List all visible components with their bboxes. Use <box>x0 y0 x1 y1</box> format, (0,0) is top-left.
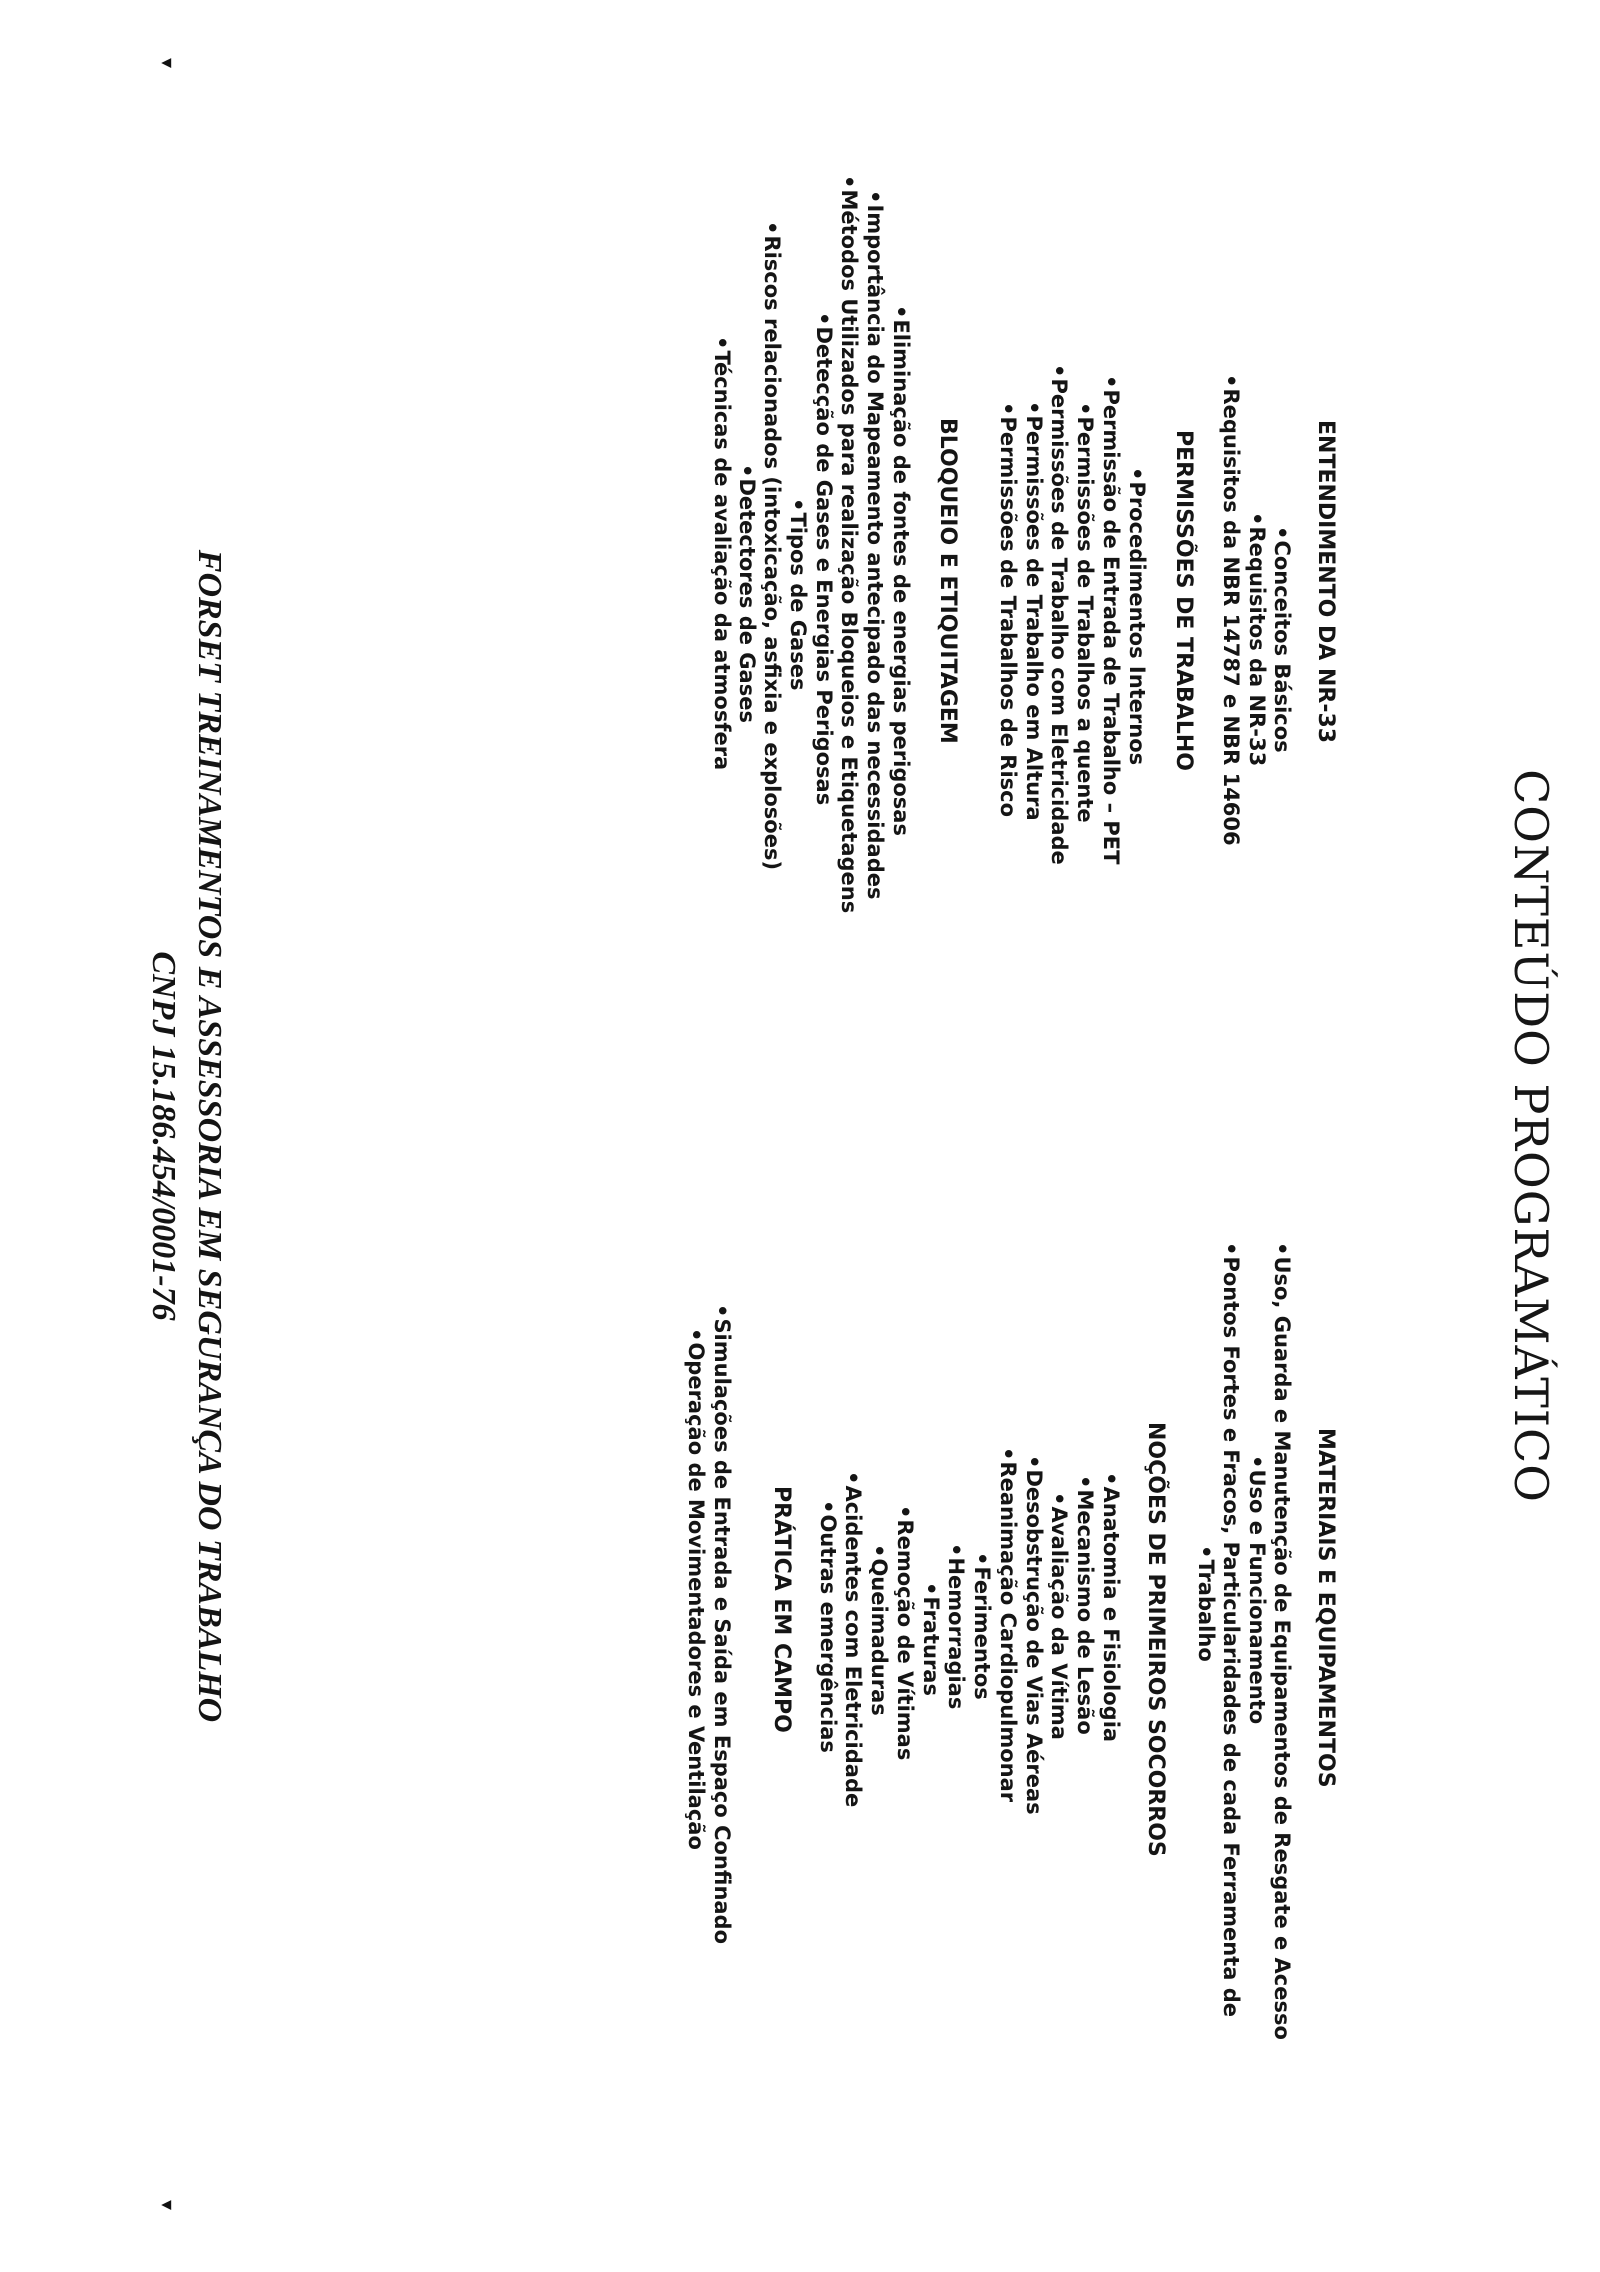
list-item: • Procedimentos Internos <box>1124 467 1150 765</box>
list-item: • Detectores de Gases <box>734 464 760 723</box>
list-item: • Requisitos da NBR 14787 e NBR 14606 <box>1218 374 1244 846</box>
list-item: • Ferimentos <box>969 1552 995 1700</box>
list-item: • Detecção de Gases e Energias Perigosas <box>811 312 837 805</box>
list-item: • Métodos Utilizados para realização Bloqueios e Etiquetagens <box>836 175 862 913</box>
list-item: • Remoção de Vítimas <box>892 1505 918 1760</box>
list-item: • Técnicas de avaliação da atmosfera <box>709 336 735 770</box>
heading-permissoes: PERMISSÕES DE TRABALHO <box>1171 430 1196 771</box>
list-item: • Conceitos Básicos <box>1269 526 1295 753</box>
list-item: • Permissões de Trabalho com Eletricidade <box>1046 364 1072 865</box>
list-item: • Trabalho <box>1193 1545 1219 1662</box>
list-item: • Uso, Guarda e Manutenção de Equipamentos de Resgate e Acesso <box>1269 1242 1295 2040</box>
list-item: • Hemorragias <box>943 1543 969 1709</box>
heading-materiais: MATERIAIS E EQUIPAMENTOS <box>1313 1428 1338 1788</box>
list-item: • Importância do Mapeamento antecipado das necessidades <box>862 190 888 899</box>
list-item: • Outras emergências <box>815 1500 841 1753</box>
list-item: • Avaliação da Vítima <box>1046 1492 1072 1740</box>
footer-company: FORSET TREINAMENTOS E ASSESSORIA EM SEGURANÇA DO TRABALHO <box>191 549 228 1723</box>
list-item: • Reanimação Cardiopulmonar <box>995 1447 1021 1802</box>
scan-mark: ▾ <box>156 58 180 69</box>
heading-pratica: PRÁTICA EM CAMPO <box>769 1486 794 1733</box>
list-item: • Simulações de Entrada e Saída em Espaço Confinado <box>709 1304 735 1944</box>
heading-bloqueio: BLOQUEIO E ETIQUITAGEM <box>935 418 960 744</box>
list-item: • Riscos relacionados (intoxicação, asfixia e explosões) <box>759 221 785 870</box>
list-item: • Uso e Funcionamento <box>1244 1455 1270 1724</box>
list-item: • Mecanismo de Lesão <box>1072 1475 1098 1735</box>
page-title: CONTEÚDO PROGRAMÁTICO <box>1504 769 1558 1503</box>
list-item: • Eliminação de fontes de energias perigosas <box>888 305 914 836</box>
scan-mark: ▾ <box>156 2200 180 2211</box>
list-item: • Acidentes com Eletricidade <box>840 1471 866 1807</box>
list-item: • Permissão de Entrada de Trabalho – PET <box>1098 375 1124 864</box>
list-item: • Pontos Fortes e Fracos, Particularidades de cada Ferramenta de <box>1218 1242 1244 2017</box>
heading-primeiros-socorros: NOÇÕES DE PRIMEIROS SOCORROS <box>1143 1422 1168 1857</box>
footer-cnpj: CNPJ 15.186.454/0001-76 <box>145 951 182 1321</box>
list-item: • Tipos de Gases <box>785 498 811 690</box>
list-item: • Queimaduras <box>866 1544 892 1716</box>
list-item: • Permissões de Trabalho em Altura <box>1021 401 1047 821</box>
list-item: • Permissões de Trabalhos de Risco <box>995 402 1021 817</box>
list-item: • Fraturas <box>918 1582 944 1696</box>
list-item: • Desobstrução de Vias Aéreas <box>1021 1455 1047 1815</box>
list-item: • Requisitos da NR-33 <box>1244 512 1270 766</box>
list-item: • Operação de Movimentadores e Ventilação <box>683 1328 709 1850</box>
list-item: • Anatomia e Fisiologia <box>1098 1472 1124 1742</box>
list-item: • Permissões de Trabalhos a quente <box>1072 402 1098 823</box>
heading-entendimento: ENTENDIMENTO DA NR-33 <box>1313 420 1338 744</box>
